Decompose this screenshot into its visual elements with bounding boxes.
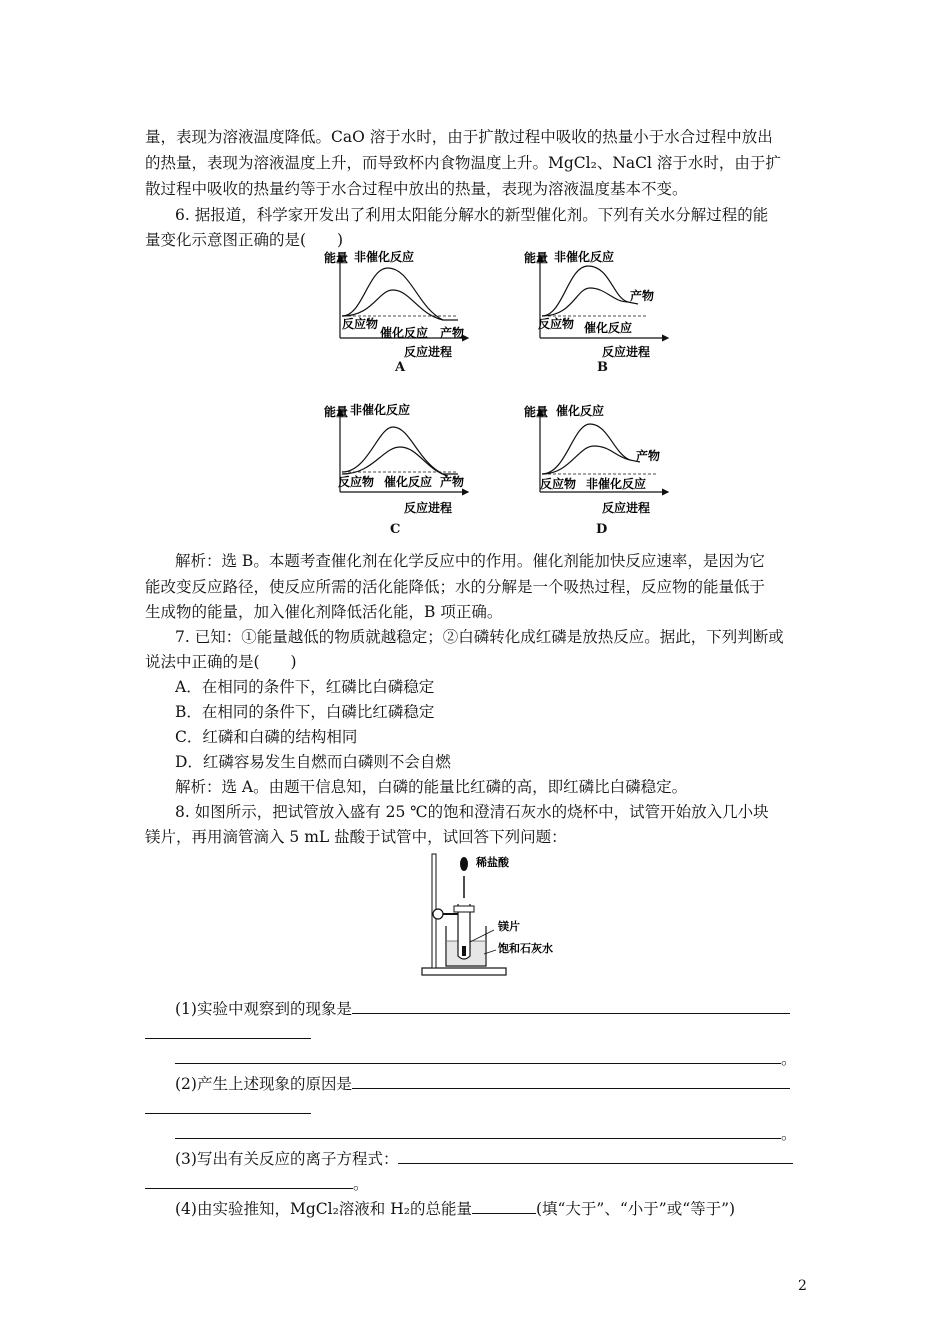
text-line: 的热量，表现为溶液温度上升，而导致杯内食物温度上升。MgCl₂、NaCl 溶于水时，由于扩	[145, 154, 781, 172]
answer-blank[interactable]	[145, 1099, 311, 1114]
analysis-7: 解析：选 A。由题干信息知，白磷的能量比红磷的高，即红磷比白磷稳定。	[175, 778, 688, 796]
answer-blank[interactable]	[175, 1124, 781, 1139]
answer-blank[interactable]	[352, 999, 790, 1014]
analysis-6: 解析：选 B。本题考查催化剂在化学反应中的作用。催化剂能加快反应速率，是因为它	[175, 552, 765, 570]
page-number: 2	[798, 1278, 807, 1294]
subq-3: (3)写出有关反应的离子方程式：	[175, 1148, 810, 1170]
energy-diagram-b	[518, 248, 678, 376]
energy-axis-label: 能量	[324, 251, 349, 265]
question-8-cont: 镁片，再用滴管滴入 5 mL 盐酸于试管中，试回答下列问题：	[145, 828, 567, 846]
energy-diagram-c	[318, 402, 478, 522]
question-6-cont: 量变化示意图正确的是( )	[145, 231, 344, 249]
option-c: C．红磷和白磷的结构相同	[175, 728, 358, 746]
text-line: 散过程中吸收的热量约等于水合过程中放出的热量，表现为溶液温度基本不变。	[145, 180, 688, 198]
answer-line	[145, 1098, 810, 1120]
answer-blank[interactable]	[398, 1149, 793, 1164]
svg-text:能量: 能量	[324, 405, 349, 419]
question-7-cont: 说法中正确的是( )	[145, 653, 297, 671]
option-label: D	[596, 522, 608, 537]
svg-text:催化反应: 催化反应	[584, 321, 633, 335]
svg-text:反应物: 反应物	[540, 477, 577, 491]
answer-line: 。	[175, 1048, 810, 1070]
apparatus-figure	[418, 846, 578, 982]
svg-text:产物: 产物	[630, 289, 655, 303]
svg-text:能量: 能量	[524, 405, 549, 419]
answer-line: 。	[145, 1173, 810, 1195]
answer-line: 。	[175, 1123, 810, 1145]
svg-text:催化反应: 催化反应	[380, 326, 429, 340]
answer-blank[interactable]	[472, 1199, 536, 1214]
svg-text:反应进程: 反应进程	[602, 345, 651, 359]
analysis-6-cont: 生成物的能量，加入催化剂降低活化能，B 项正确。	[145, 603, 503, 621]
label-mg: 镁片	[498, 920, 520, 933]
svg-text:反应物: 反应物	[538, 317, 575, 331]
question-8: 8. 如图所示，把试管放入盛有 25 ℃的饱和澄清石灰水的烧杯中，试管开始放入几小块	[175, 803, 769, 821]
svg-text:非催化反应: 非催化反应	[354, 250, 415, 264]
subq-2: (2)产生上述现象的原因是	[175, 1073, 810, 1095]
svg-text:产物: 产物	[440, 475, 465, 489]
subq-1: (1)实验中观察到的现象是	[175, 998, 810, 1020]
energy-diagram-a	[318, 248, 478, 376]
answer-blank[interactable]	[145, 1174, 353, 1189]
svg-text:催化反应: 催化反应	[384, 475, 433, 489]
option-a: A．在相同的条件下，红磷比白磷稳定	[175, 678, 435, 696]
svg-text:非催化反应: 非催化反应	[350, 403, 411, 417]
svg-text:产物: 产物	[636, 449, 661, 463]
question-7: 7. 已知：①能量越低的物质就越稳定；②白磷转化成红磷是放热反应。据此，下列判断或	[175, 628, 784, 646]
energy-diagram-d	[518, 402, 678, 522]
svg-text:能量: 能量	[524, 251, 549, 265]
option-d: D．红磷容易发生自燃而白磷则不会自燃	[175, 753, 451, 771]
option-b: B．在相同的条件下，白磷比红磷稳定	[175, 703, 435, 721]
subq-4: (4)由实验推知，MgCl₂溶液和 H₂的总能量 (填“大于”、“小于”或“等于”)	[175, 1200, 736, 1218]
label-limewater: 饱和石灰水	[498, 942, 553, 955]
svg-text:反应进程: 反应进程	[404, 345, 453, 359]
svg-text:非催化反应: 非催化反应	[554, 250, 615, 264]
answer-blank[interactable]	[145, 1024, 311, 1039]
svg-text:反应进程: 反应进程	[404, 501, 453, 515]
option-label: A	[395, 360, 406, 375]
option-label: B	[597, 360, 608, 375]
svg-text:反应进程: 反应进程	[602, 501, 651, 515]
text-line: 量，表现为溶液温度降低。CaO 溶于水时，由于扩散过程中吸收的热量小于水合过程中放出	[145, 128, 773, 146]
svg-text:反应物: 反应物	[338, 475, 375, 489]
question-6: 6. 据报道，科学家开发出了利用太阳能分解水的新型催化剂。下列有关水分解过程的能	[175, 206, 769, 224]
svg-text:非催化反应: 非催化反应	[586, 477, 647, 491]
answer-blank[interactable]	[352, 1074, 790, 1089]
svg-text:产物: 产物	[440, 326, 465, 340]
answer-blank[interactable]	[175, 1049, 781, 1064]
analysis-6-cont: 能改变反应路径，使反应所需的活化能降低；水的分解是一个吸热过程，反应物的能量低于	[145, 578, 766, 596]
option-label: C	[390, 522, 401, 537]
label-acid: 稀盐酸	[476, 856, 509, 869]
svg-text:催化反应: 催化反应	[556, 404, 605, 418]
svg-text:反应物: 反应物	[342, 317, 379, 331]
answer-line	[145, 1023, 810, 1045]
